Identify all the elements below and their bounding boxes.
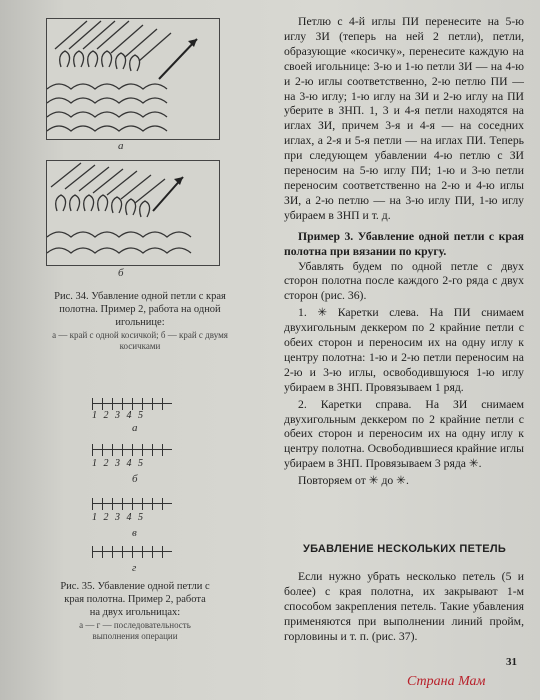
figure-35a-needle-row <box>92 398 172 410</box>
paragraph-6: Если нужно убрать несколько петель (5 и более) с края полотна, их закрывают 1-м способом закрепления петель. Такие убавления применяются при выполнении линий пройм, горловины и т. п. (рис. 37). <box>284 570 524 643</box>
figure-35a-label: а <box>132 422 138 434</box>
right-column-text <box>284 15 524 489</box>
paragraph-2: Убавлять будем по одной петле с двух сторон полотна после каждого 2-го ряда с двух сторон (рис. 36). <box>284 259 524 303</box>
figure-35b-needle-row <box>92 444 172 456</box>
paragraph-2-heading <box>284 230 524 260</box>
section-heading: УБАВЛЕНИЕ НЕСКОЛЬКИХ ПЕТЕЛЬ <box>303 543 507 555</box>
figure-35d-needle-row <box>92 546 172 558</box>
paragraph-5: Повторяем от ✳ до ✳. <box>298 474 409 488</box>
paragraph-1: Петлю с 4-й иглы ПИ перенесите на 5-ю иглу ЗИ (теперь на ней 2 петли), петли, образующие «косичку», перенесите каждую на своей игольнице: 3-ю и 1-ю петли ЗИ — на 4-ю и 2-ю иглы соответственно, 2-ю петлю ПИ — на 3-ю иглу; 1-ю иглу на ЗИ и 2-ю иглу на ПИ уберите в ЗНП. 1, 3 и 4-я петли находятся на иглах ЗИ, причем 3-я и 4-я — на соседних иглах, а 2-я и 5-я петли — на иглах ПИ. Теперь при следующем убавлении 4-ю петлю с ЗИ переносим на 5-ю иглу ПИ; 1-ю и 3-ю петли переносим соответственно на 2-ю и 4-ю иглы ЗИ, а 2-ю петлю — на 3-ю иглу ПИ, 1-ю иглу убираем в ЗНП и т. д. <box>284 15 524 222</box>
figure-34-caption-title: Рис. 34. Убавление одной петли с края полотна. Пример 2, работа на одной игольнице: <box>54 291 226 328</box>
right-column-text-lower <box>284 570 524 645</box>
figure-35c-needle-row <box>92 498 172 510</box>
figure-35b-label: б <box>132 473 138 485</box>
figure-35c-label: в <box>132 527 137 539</box>
figure-34b-knitting-illustration <box>46 160 220 266</box>
watermark: Страна Мам <box>407 674 486 689</box>
figure-34a-knitting-illustration <box>46 18 220 140</box>
figure-35a-numbers: 1 2 3 4 5 <box>92 410 145 421</box>
example-3-title: Пример 3. Убавление одной петли с края полотна при вязании по кругу. <box>284 229 524 258</box>
figure-34-caption-sub: а — край с одной косичкой; б — край с двумя косичками <box>52 330 228 351</box>
figure-35-caption-sub: а — г — последовательность выполнения операции <box>79 620 191 641</box>
figure-35c-numbers: 1 2 3 4 5 <box>92 512 145 523</box>
figure-35-caption-title: Рис. 35. Убавление одной петли с края полотна. Пример 2, работа на двух игольницах: <box>60 581 210 618</box>
figure-35-caption <box>60 580 210 642</box>
figure-34a-label: а <box>118 140 124 152</box>
paragraph-3: 1. ✳ Каретки слева. На ПИ снимаем двухигольным деккером по 2 крайние петли с обеих сторон и переносим их на одну иглу к центру полотна: 1-ю и 2-ю петли переносим на 2-ю и 3-ю иглы, освободившуюся 1-ю иглу убираем в ЗНП. Провязываем 1 ряд. <box>284 306 524 394</box>
paragraph-4: 2. Каретки справа. На ЗИ снимаем двухигольным деккером по 2 крайние петли с обеих сторон и переносим их на одну иглу к центру полотна. Освободившиеся крайние иглы убираем в ЗНП. Провязываем 3 ряда ✳. <box>284 397 524 471</box>
figure-35b-numbers: 1 2 3 4 5 <box>92 458 145 469</box>
page-number: 31 <box>506 656 517 668</box>
figure-34-caption <box>40 290 240 352</box>
figure-35d-label: г <box>132 562 137 574</box>
figure-34b-label: б <box>118 267 124 279</box>
